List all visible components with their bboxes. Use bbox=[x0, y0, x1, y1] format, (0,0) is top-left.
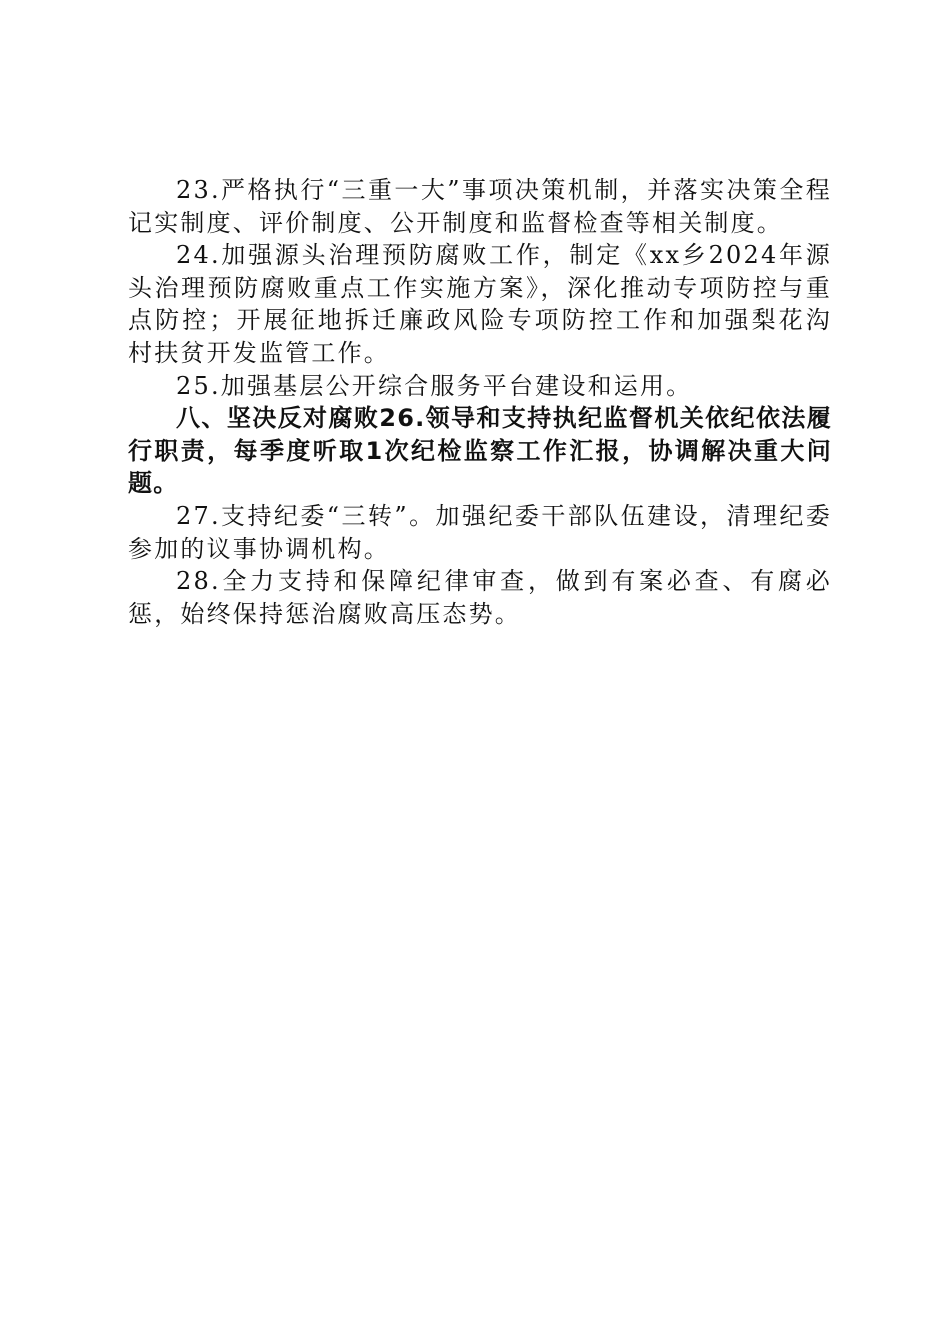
paragraph-item-23: 23.严格执行“三重一大”事项决策机制，并落实决策全程记实制度、评价制度、公开制度和监督检查等相关制度。 bbox=[128, 176, 832, 237]
document-body bbox=[128, 174, 832, 630]
section-heading-and-item-26: 八、坚决反对腐败26.领导和支持执纪监督机关依纪依法履行职责，每季度听取1次纪检监察工作汇报，协调解决重大问题。 bbox=[128, 404, 832, 498]
paragraph-item-24: 24.加强源头治理预防腐败工作，制定《xx乡2024年源头治理预防腐败重点工作实施方案》，深化推动专项防控与重点防控；开展征地拆迁廉政风险专项防控工作和加强梨花沟村扶贫开发监管工作。 bbox=[128, 241, 832, 367]
paragraph-item-28: 28.全力支持和保障纪律审查，做到有案必查、有腐必惩，始终保持惩治腐败高压态势。 bbox=[128, 567, 832, 628]
paragraph-item-27: 27.支持纪委“三转”。加强纪委干部队伍建设，清理纪委参加的议事协调机构。 bbox=[128, 501, 832, 563]
paragraph-item-25: 25.加强基层公开综合服务平台建设和运用。 bbox=[176, 371, 693, 400]
